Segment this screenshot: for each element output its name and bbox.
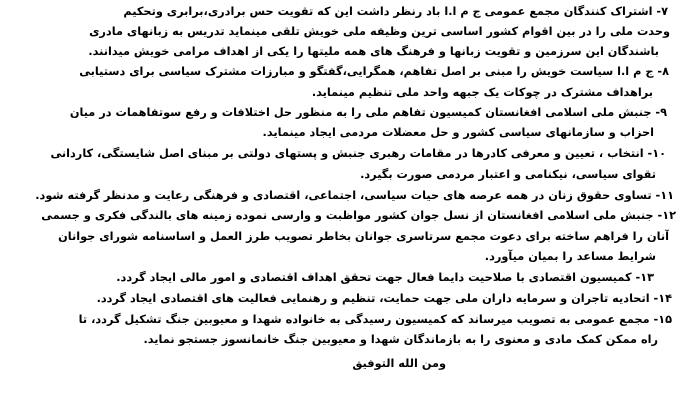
text-line: تقوای سیاسی، نیکنامی و اعتبار مردمی صورت بگیرد.	[360, 168, 656, 181]
text-line: ۱۲- جنبش ملی اسلامی افغانستان از نسل جوان کشور مواظبت و وارسی نموده زمینه های بالندگی فکری و جسمی	[41, 209, 676, 222]
closing-line: ومن الله التوفیق	[352, 357, 446, 370]
text-line: باشندگان این سرزمین و تقویت زبانها و فرهنگ های همه ملیتها را یکی از اهداف مرامی خویش میدانند.	[88, 45, 659, 58]
text-line: شرایط مساعد را بمیان میآورد.	[484, 250, 656, 263]
text-line: ۱۴- اتحادیه تاجران و سرمایه داران ملی جهت حمایت، تنظیم و رهنمایی فعالیت های اقتصادی ایجاد گردد.	[96, 292, 672, 305]
text-line: ۸- ج م ا.ا سیاست خویش را مبنی بر اصل تفاهم، همگرایی،گفتگو و مبارزات مشترک سیاسی برای دستیابی	[79, 65, 669, 78]
text-line: ۱۳- کمیسیون اقتصادی با صلاحیت دایما فعال جهت تحقق اهداف اقتصادی و امور مالی ایجاد گردد.	[116, 271, 654, 284]
text-line: ۷- اشتراک کنندگان مجمع عمومی ج م ا.ا باد رنظر داشت این که تقویت حس برادری،برابری وتحکیم	[123, 5, 668, 18]
text-line: آنان را فراهم ساخته برای دعوت مجمع سرتاسری جوانان بخاطر تصویب طرز العمل و اساسنامه شورای جوانان	[58, 230, 669, 243]
text-line: ۹- جنبش ملی اسلامی افغانستان کمیسیون تفاهم ملی را به منظور حل اختلافات و رفع سوتفاهمات در میان	[69, 106, 667, 119]
text-line: براهداف مشترک در چوکات یک جبهه واحد ملی تنظیم مینماید.	[311, 86, 653, 99]
text-line: ۱۱- تساوی حقوق زنان در همه عرصه های حیات سیاسی، اجتماعی، اقتصادی و فرهنگی رعایت و مدنظر گرفته شود.	[35, 189, 674, 202]
text-line: ۱۰- انتخاب ، تعیین و معرفی کادرها در مقامات رهبری جنبش و پستهای دولتی بر مبنای اصل شایستگی، کاردانی	[50, 147, 666, 160]
text-line: راه ممکن کمک مادی و معنوی را به بازماندگان شهدا و معیوبین جنگ خانمانسوز جستجو نماید.	[143, 333, 658, 346]
text-line: احزاب و سازمانهای سیاسی کشور و حل معضلات مردمی ایجاد مینماید.	[262, 126, 654, 139]
text-line: ۱۵- مجمع عمومی به تصویب میرساند که کمیسیون رسیدگی به خانواده شهدا و معیوبین جنگ تشکیل گردد، تا	[78, 313, 672, 326]
text-line: وحدت ملی را در بین اقوام کشور اساسی ترین وظیفه ملی خویش تلقی مینماید تدریس به زبانهای مادری	[89, 25, 670, 38]
